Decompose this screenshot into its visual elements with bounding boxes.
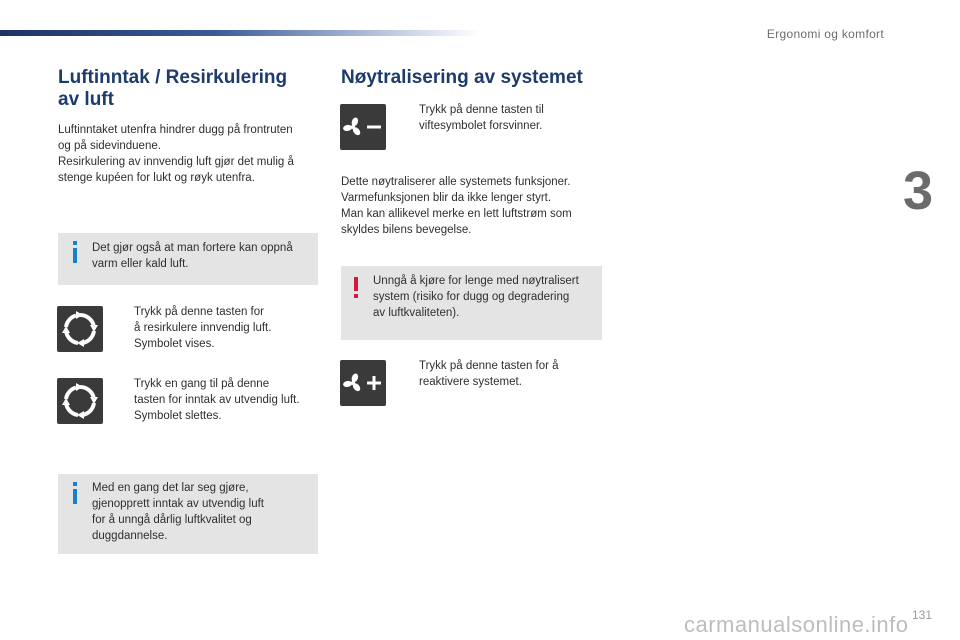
info-box-faster-temperature: Det gjør også at man fortere kan oppnå varm eller kald luft. [58,233,318,285]
left-step-1-text: Trykk på denne tasten for å resirkulere innvendig luft. Symbolet vises. [134,306,272,350]
fan-plus-icon [340,360,386,406]
page-number: 131 [912,608,933,622]
section-name: Ergonomi og komfort [766,27,884,41]
left-section-title: Luftinntak / Resirkulering av luft [58,67,288,110]
recirculation-icon [57,306,103,352]
left-step-2-text: Trykk en gang til på denne tasten for inntak av utvendig luft. Symbolet slettes. [134,378,300,422]
warning-box-neutralised-system: Unngå å kjøre for lenge med nøytralisert system (risiko for dugg og degradering av luftkvaliteten). [341,266,602,340]
right-step-2-text: Trykk på denne tasten for å reaktivere systemet. [419,360,559,388]
chapter-number: 3 [903,161,934,221]
right-section-title: Nøytralisering av systemet [341,67,583,88]
recirculation-button-on[interactable] [57,306,103,352]
right-body-paragraph: Dette nøytraliserer alle systemets funksjoner. Varmefunksjonen blir da ikke lenger styrt. Man kan allikevel merke en lett luftstrøm som skyldes bilens bevegelse. [341,176,572,236]
right-step-1-text: Trykk på denne tasten til viftesymbolet forsvinner. [419,104,544,132]
info-icon [73,489,77,504]
header-gradient-bar [0,30,480,36]
recirculation-icon [57,378,103,424]
recirculation-button-off[interactable] [57,378,103,424]
info-box-restore-air-intake: Med en gang det lar seg gjøre, gjenopprett inntak av utvendig luft for å unngå dårlig luftkvalitet og duggdannelse. [58,474,318,554]
fan-minus-icon [340,104,386,150]
watermark: carmanualsonline.info [684,612,909,637]
fan-off-button[interactable] [340,104,386,150]
fan-on-button[interactable] [340,360,386,406]
warning-icon [354,277,358,291]
info-icon [73,248,77,263]
left-intro-paragraph: Luftinntaket utenfra hindrer dugg på frontruten og på sidevinduene. Resirkulering av innvendig luft gjør det mulig å stenge kupéen for lukt og røyk utenfra. [58,124,294,184]
